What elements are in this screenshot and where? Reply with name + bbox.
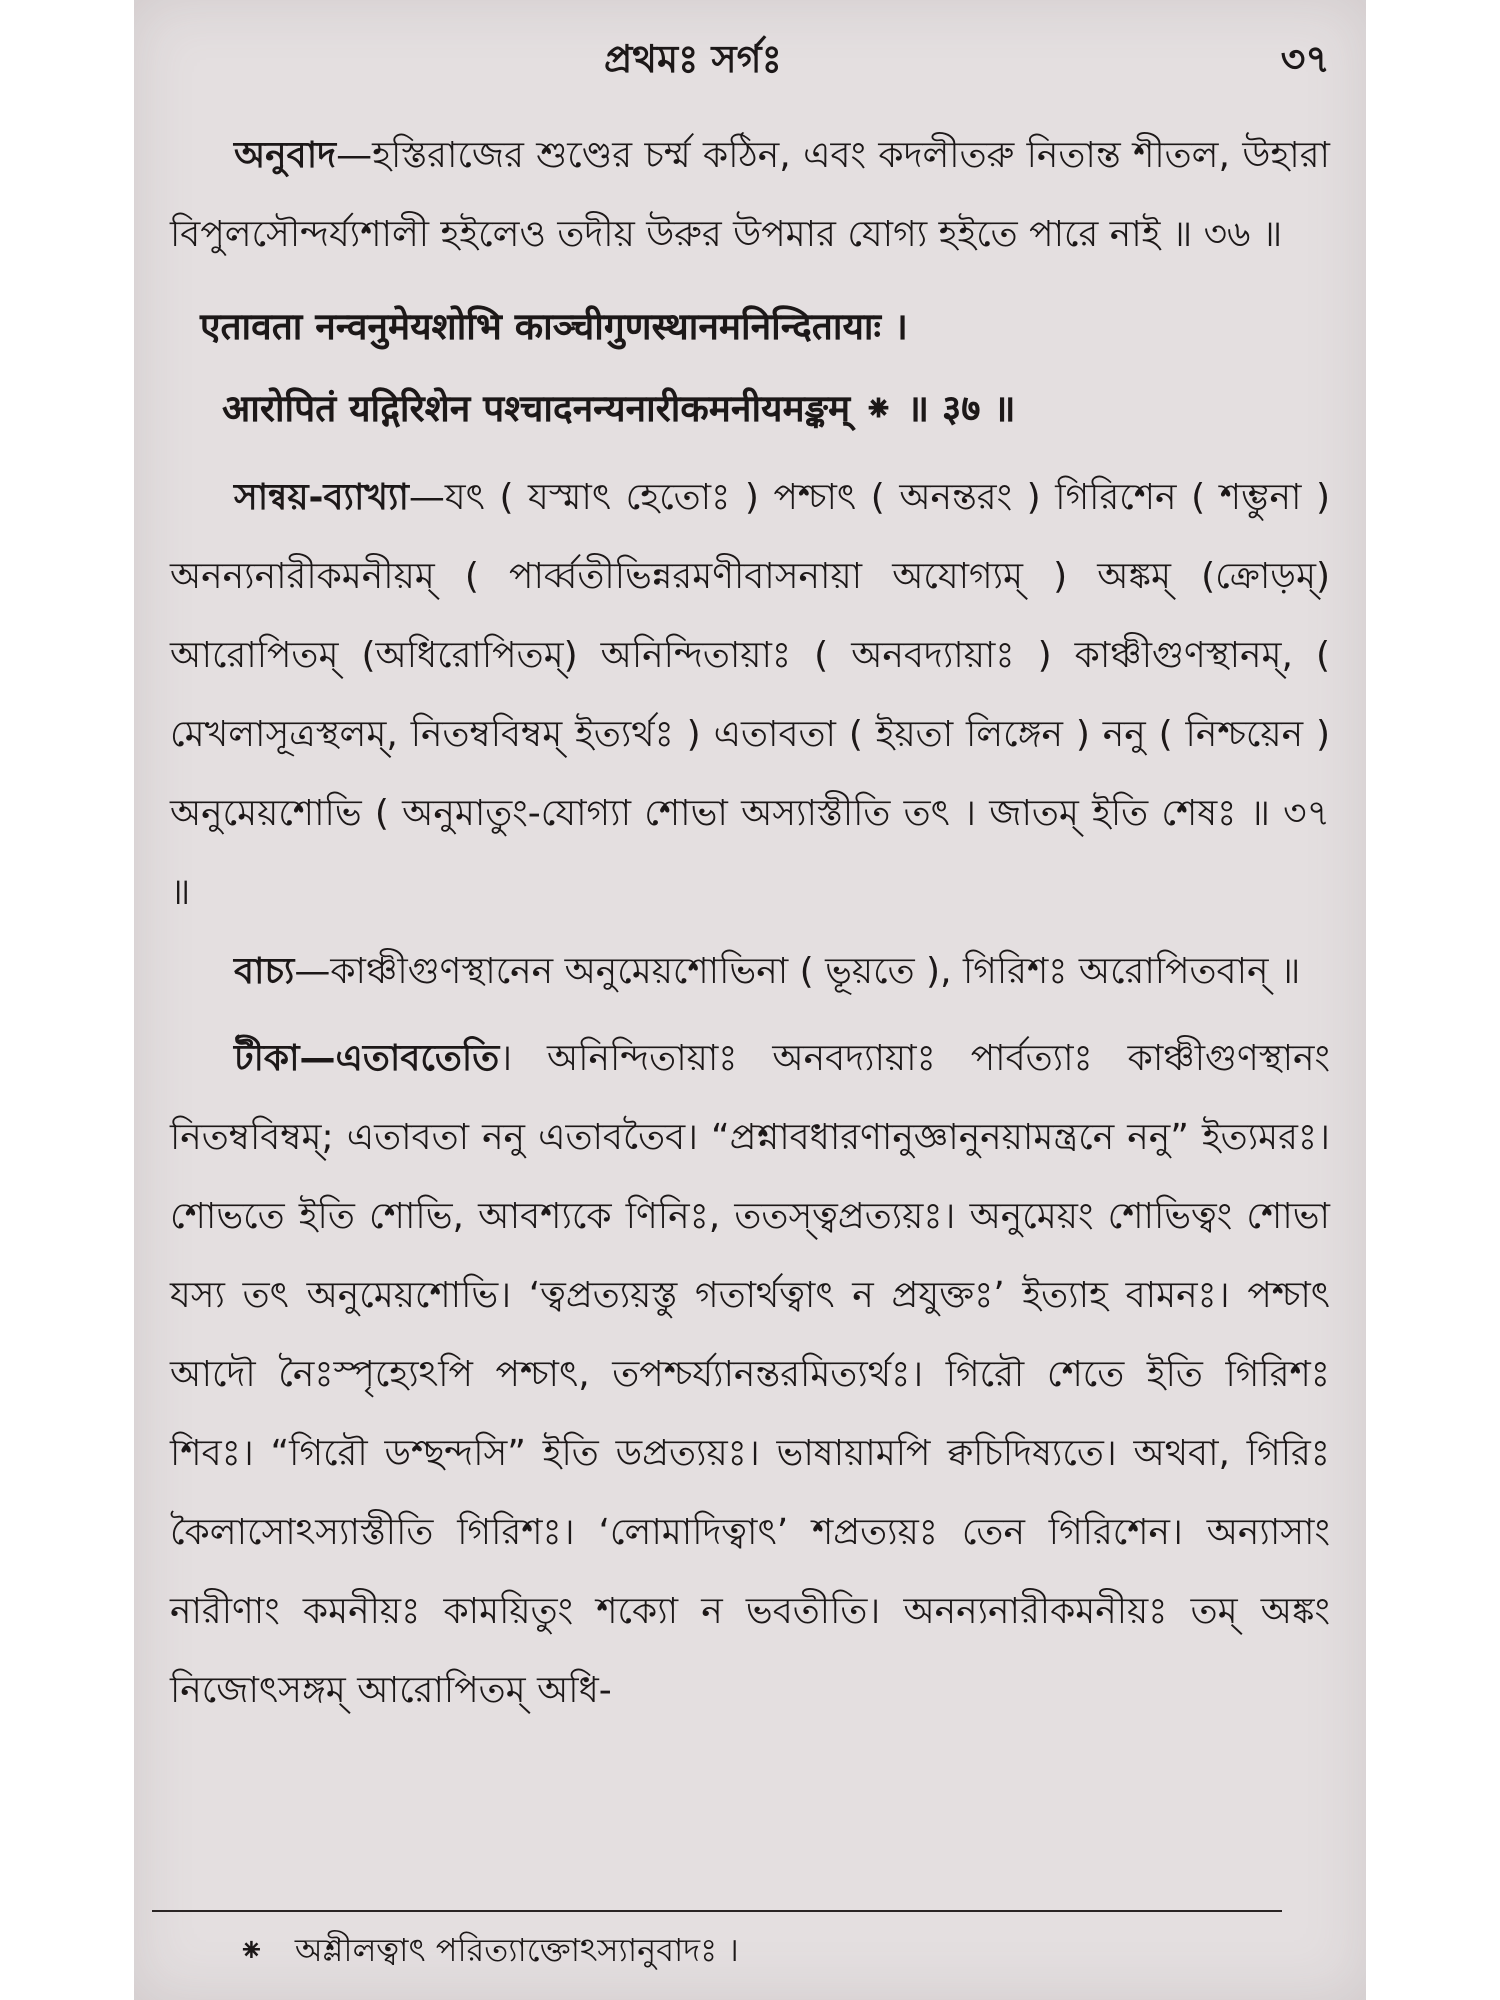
page-header xyxy=(134,24,1366,94)
footnote-text: অশ্লীলত্বাৎ পরিত্যাক্তোঽস্যানুবাদঃ । xyxy=(294,1931,739,1969)
vachya-text: —কাঞ্চীগুণস্থানেন অনুমেয়শোভিনা ( ভূয়তে ), গিরিশঃ অরোপিতবান্ ॥ xyxy=(294,951,1301,992)
translation-label: অনুবাদ xyxy=(234,135,337,176)
verse-line-2: आरोपितं यद्गिरिशेन पश्चादनन्यनारीकमनीयमङ्कम् ⁕ ॥ ३७ ॥ xyxy=(222,387,1016,430)
commentary-text: —যৎ ( যস্মাৎ হেতোঃ ) পশ্চাৎ ( অনন্তরং ) গিরিশেন ( শম্ভুনা ) অনন্যনারীকমনীয়ম্ ( পার্ব্বতীভিন্নরমণীবাসনায়া অযোগ্যম্ ) অঙ্কম্ (ক্রোড়ম্) আরোপিতম্ (অধিরোপিতম্) অনিন্দিতায়াঃ ( অনবদ্যায়াঃ ) কাঞ্চীগুণস্থানম্, ( মেখলাসূত্রস্থলম্, নিতম্ববিম্বম্ ইত্যর্থঃ ) এতাবতা ( ইয়তা লিঙ্গেন ) ননু ( নিশ্চয়েন ) অনুমেয়শোভি ( অনুমাতুং-যোগ্যা শোভা অস্যাস্তীতি তৎ । জাতম্ ইতি শেষঃ ॥ ৩৭ ॥ xyxy=(170,477,1330,913)
sanskrit-verse xyxy=(200,286,1330,450)
vachya-label: বাচ্য xyxy=(234,951,295,992)
footnote-mark: ⁕ xyxy=(238,1931,265,1969)
page-body xyxy=(170,116,1330,1730)
page-number: ৩৭ xyxy=(1280,37,1330,81)
running-head: প্রথমঃ সর্গঃ xyxy=(604,37,782,81)
commentary-paragraph xyxy=(170,458,1330,932)
footnote xyxy=(238,1924,739,1976)
translation-text: —হস্তিরাজের শুণ্ডের চর্ম্ম কঠিন, এবং কদলীতরু নিতান্ত শীতল, উহারা বিপুলসৌন্দর্য্যশালী হইলেও তদীয় উরুর উপমার যোগ্য হইতে পারে নাই ॥ ৩৬ ॥ xyxy=(170,135,1330,255)
verse-line-1: एतावता नन्वनुमेयशोभि काञ्चीगुणस्थानमनिन्दितायाः । xyxy=(200,305,908,348)
vachya-paragraph xyxy=(170,932,1330,1011)
tika-paragraph xyxy=(170,1019,1330,1730)
commentary-label: সান্বয়-ব্যাখ্যা xyxy=(234,477,409,518)
tika-text: । অনিন্দিতায়াঃ অনবদ্যায়াঃ পার্বত্যাঃ কাঞ্চীগুণস্থানং নিতম্ববিম্বম্; এতাবতা ননু এতাবতৈব। “প্রশ্নাবধারণানুজ্ঞানুনয়ামন্ত্রনে ননু” ইত্যমরঃ। শোভতে ইতি শোভি, আবশ্যকে ণিনিঃ, ততস্ত্বপ্রত্যয়ঃ। অনুমেয়ং শোভিত্বং শোভা যস্য তৎ অনুমেয়শোভি। ‘ত্বপ্রত্যয়স্তু গতার্থত্বাৎ ন প্রযুক্তঃ’ ইত্যাহ বামনঃ। পশ্চাৎ আদৌ নৈঃস্পৃহ্যেঽপি পশ্চাৎ, তপশ্চর্য্যানন্তরমিত্যর্থঃ। গিরৌ শেতে ইতি গিরিশঃ শিবঃ। “গিরৌ ডশ্ছন্দসি” ইতি ডপ্রত্যয়ঃ। ভাষায়ামপি ক্বচিদিষ্যতে। অথবা, গিরিঃ কৈলাসোঽস্যাস্তীতি গিরিশঃ। ‘লোমাদিত্বাৎ’ শপ্রত্যয়ঃ তেন গিরিশেন। অন্যাসাং নারীণাং কমনীয়ঃ কাময়িতুং শক্যো ন ভবতীতি। অনন্যনারীকমনীয়ঃ তম্ অঙ্কং নিজোৎসঙ্গম্ আরোপিতম্ অধি- xyxy=(170,1038,1330,1711)
book-page xyxy=(134,0,1366,2000)
tika-label: টীকা—এতাবতেতি xyxy=(234,1038,500,1079)
translation-paragraph xyxy=(170,116,1330,274)
footnote-divider xyxy=(152,1910,1282,1912)
